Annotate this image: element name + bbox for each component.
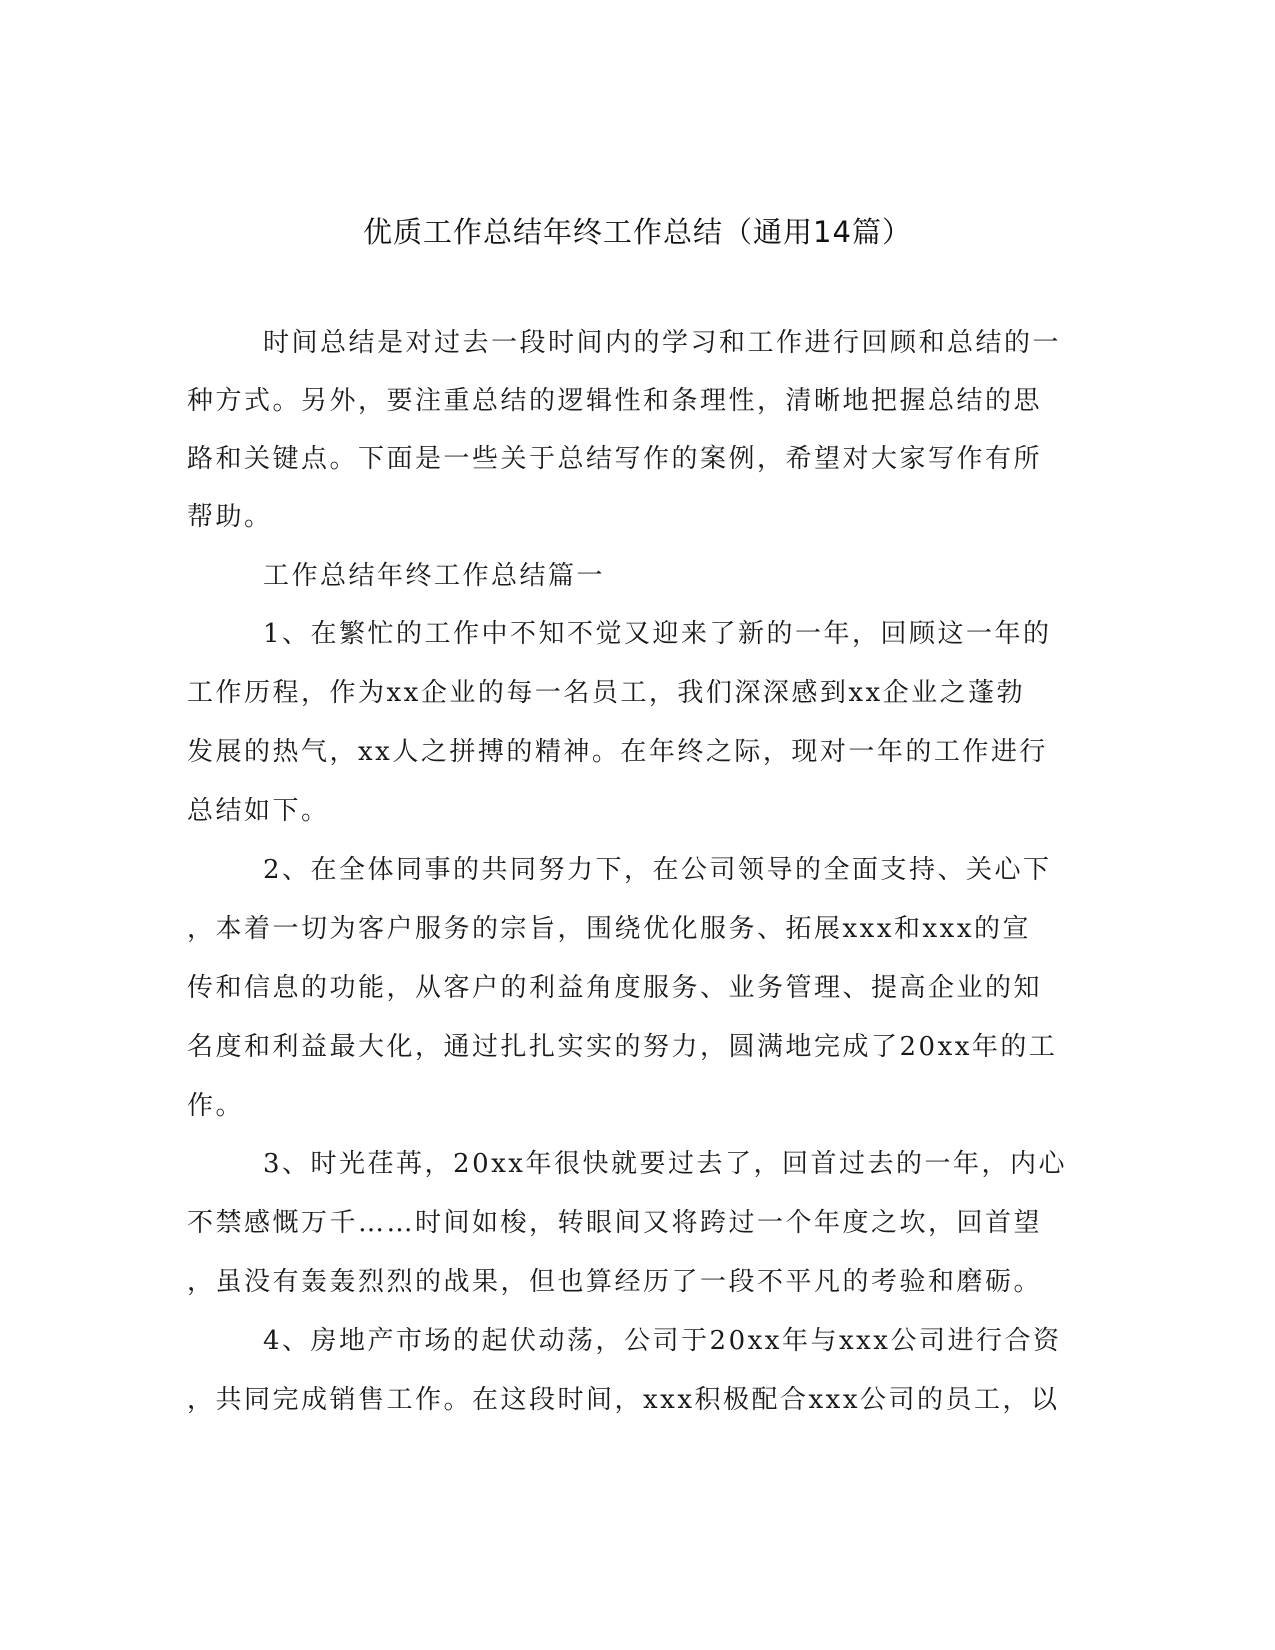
paragraph-line: 名度和利益最大化，通过扎扎实实的努力，圆满地完成了20xx年的工 bbox=[187, 1032, 1058, 1062]
paragraph-line: 3、时光荏苒，20xx年很快就要过去了，回首过去的一年，内心 bbox=[263, 1149, 1067, 1179]
paragraph-line: 传和信息的功能，从客户的利益角度服务、业务管理、提高企业的知 bbox=[187, 973, 1043, 1003]
paragraph-line: 时间总结是对过去一段时间内的学习和工作进行回顾和总结的一 bbox=[263, 328, 1062, 358]
paragraph-line: 4、房地产市场的起伏动荡，公司于20xx年与xxx公司进行合资 bbox=[263, 1326, 1062, 1356]
paragraph-line: 发展的热气，xx人之拼搏的精神。在年终之际，现对一年的工作进行 bbox=[187, 737, 1048, 767]
paragraph-line: 总结如下。 bbox=[187, 796, 330, 826]
paragraph-line: 不禁感慨万千……时间如梭，转眼间又将跨过一个年度之坎，回首望 bbox=[187, 1208, 1043, 1238]
paragraph-line: 种方式。另外，要注重总结的逻辑性和条理性，清晰地把握总结的思 bbox=[187, 386, 1043, 416]
paragraph-line: 工作历程，作为xx企业的每一名员工，我们深深感到xx企业之蓬勃 bbox=[187, 678, 1026, 708]
paragraph-line: ，共同完成销售工作。在这段时间，xxx积极配合xxx公司的员工，以 bbox=[187, 1385, 1060, 1415]
paragraph-line: ，本着一切为客户服务的宗旨，围绕优化服务、拓展xxx和xxx的宣 bbox=[187, 914, 1031, 944]
document-title: 优质工作总结年终工作总结（通用14篇） bbox=[363, 215, 912, 249]
paragraph-line: 路和关键点。下面是一些关于总结写作的案例，希望对大家写作有所 bbox=[187, 444, 1043, 474]
paragraph-line: 作。 bbox=[187, 1091, 245, 1121]
paragraph-line: 1、在繁忙的工作中不知不觉又迎来了新的一年，回顾这一年的 bbox=[263, 619, 1052, 649]
paragraph-line: ，虽没有轰轰烈烈的战果，但也算经历了一段不平凡的考验和磨砺。 bbox=[187, 1267, 1043, 1297]
section-heading: 工作总结年终工作总结篇一 bbox=[263, 561, 606, 591]
paragraph-line: 2、在全体同事的共同努力下，在公司领导的全面支持、关心下 bbox=[263, 855, 1052, 885]
paragraph-line: 帮助。 bbox=[187, 502, 273, 532]
